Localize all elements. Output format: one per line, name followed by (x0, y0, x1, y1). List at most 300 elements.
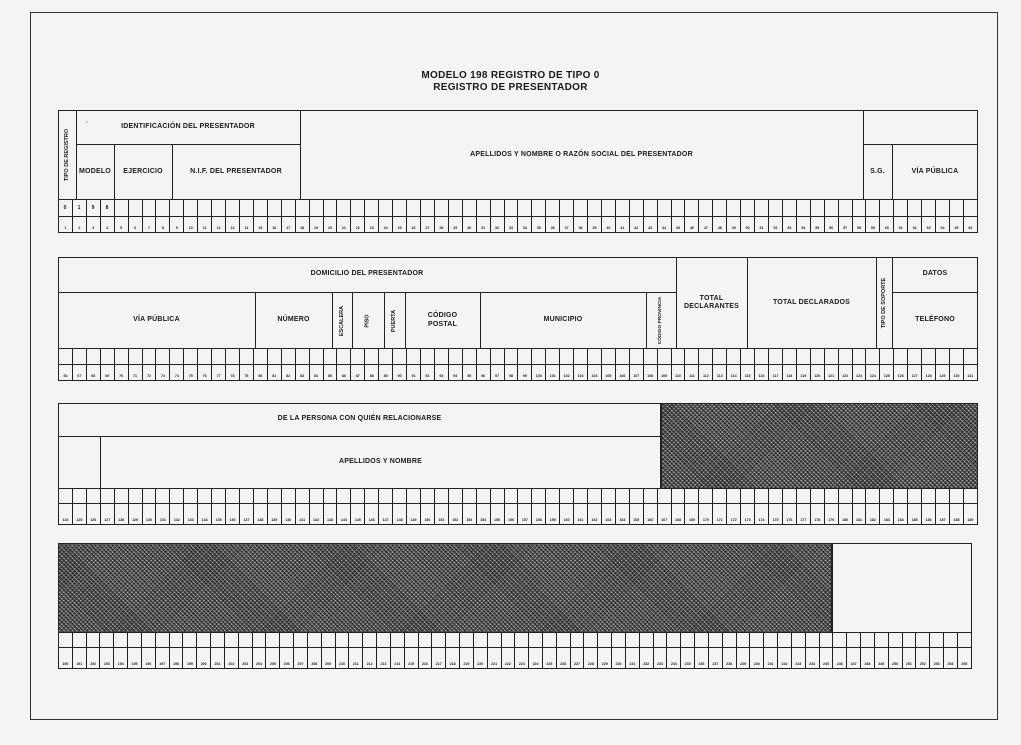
position-cell: 246 (833, 648, 847, 668)
position-cell: 253 (930, 648, 944, 668)
position-cell: 76 (198, 365, 212, 380)
tick-cell (853, 200, 867, 216)
position-cell: 73 (156, 365, 170, 380)
tick-cell (280, 633, 294, 647)
tick-cell (282, 349, 296, 364)
tick-cell (936, 200, 950, 216)
tick-cell (806, 633, 820, 647)
tick-cell (769, 349, 783, 364)
position-cell: 208 (308, 648, 322, 668)
tick-cell (778, 633, 792, 647)
tick-cell (379, 489, 393, 503)
tick-cell (129, 489, 143, 503)
position-cell: 249 (875, 648, 889, 668)
position-cell: 125 (73, 504, 87, 524)
modelo-label: MODELO (79, 167, 111, 175)
position-cell: 212 (363, 648, 377, 668)
tick-cell (727, 200, 741, 216)
codigo-postal-label: CÓDIGO POSTAL (427, 312, 458, 328)
via-publica-label: VÍA PÚBLICA (911, 167, 959, 175)
position-cell: 25 (393, 217, 407, 232)
tick-cell (505, 489, 519, 503)
position-cell: 128 (922, 365, 936, 380)
tick-cell (588, 489, 602, 503)
position-cell: 84 (310, 365, 324, 380)
position-cell: 106 (616, 365, 630, 380)
tick-cell (254, 349, 268, 364)
escalera-label: ESCALERA (339, 305, 346, 336)
position-ruler-4 (58, 647, 972, 669)
section-1-tick-row (58, 200, 978, 216)
position-cell: 187 (936, 504, 950, 524)
tick-cell (908, 349, 922, 364)
position-cell: 65 (950, 217, 964, 232)
tick-cell (337, 200, 351, 216)
tick-cell (143, 489, 157, 503)
position-cell: 144 (337, 504, 351, 524)
position-cell: 206 (280, 648, 294, 668)
position-cell: 182 (866, 504, 880, 524)
persona-relacionarse-label: DE LA PERSONA CON QUIÉN RELACIONARSE (277, 415, 442, 423)
position-cell: 169 (685, 504, 699, 524)
tick-cell (324, 489, 338, 503)
tick-cell (363, 633, 377, 647)
position-cell: 20 (324, 217, 338, 232)
position-cell: 199 (183, 648, 197, 668)
tick-cell (922, 489, 936, 503)
tick-cell (612, 633, 626, 647)
position-cell: 159 (546, 504, 560, 524)
position-cell: 102 (560, 365, 574, 380)
position-cell: 250 (889, 648, 903, 668)
tick-cell (672, 200, 686, 216)
position-cell: 21 (337, 217, 351, 232)
position-cell: 225 (543, 648, 557, 668)
position-cell: 217 (432, 648, 446, 668)
tick-cell (880, 349, 894, 364)
tick-cell (515, 633, 529, 647)
position-cell: 132 (170, 504, 184, 524)
tick-cell (379, 200, 393, 216)
position-cell: 85 (324, 365, 338, 380)
tick-cell (337, 349, 351, 364)
tick-cell (839, 489, 853, 503)
position-cell: 193 (100, 648, 114, 668)
position-cell: 164 (616, 504, 630, 524)
position-cell: 114 (727, 365, 741, 380)
position-cell: 209 (322, 648, 336, 668)
tick-cell (254, 489, 268, 503)
position-cell: 31 (477, 217, 491, 232)
tick-cell (294, 633, 308, 647)
tick-cell (393, 349, 407, 364)
position-cell: 201 (211, 648, 225, 668)
position-cell: 216 (419, 648, 433, 668)
tick-cell (950, 349, 964, 364)
position-cell: 130 (143, 504, 157, 524)
tick-cell (560, 489, 574, 503)
position-cell: 188 (950, 504, 964, 524)
position-cell: 192 (87, 648, 101, 668)
total-declarados-label: TOTAL DECLARADOS (772, 298, 851, 306)
position-cell: 158 (532, 504, 546, 524)
position-cell: 51 (755, 217, 769, 232)
position-cell: 44 (658, 217, 672, 232)
tick-cell (156, 200, 170, 216)
position-cell: 69 (101, 365, 115, 380)
position-cell: 155 (491, 504, 505, 524)
position-cell: 47 (699, 217, 713, 232)
section-2-tick-row (58, 349, 978, 364)
tick-cell (626, 633, 640, 647)
shaded-unused-area (661, 403, 978, 489)
position-cell: 167 (658, 504, 672, 524)
position-cell: 123 (853, 365, 867, 380)
position-cell: 125 (880, 365, 894, 380)
tick-cell (225, 633, 239, 647)
position-cell: 157 (518, 504, 532, 524)
position-cell: 70 (115, 365, 129, 380)
position-cell: 87 (351, 365, 365, 380)
tick-cell (377, 633, 391, 647)
ejercicio-label: EJERCICIO (123, 167, 163, 175)
position-cell: 119 (797, 365, 811, 380)
position-cell: 96 (477, 365, 491, 380)
tick-cell (875, 633, 889, 647)
position-cell: 244 (806, 648, 820, 668)
telefono-label: TELÉFONO (915, 316, 955, 324)
tick-cell (115, 489, 129, 503)
position-cell: 178 (811, 504, 825, 524)
position-cell: 152 (449, 504, 463, 524)
position-cell: 183 (880, 504, 894, 524)
tick-cell (393, 200, 407, 216)
position-cell: 184 (894, 504, 908, 524)
position-cell: 207 (294, 648, 308, 668)
tick-cell (713, 200, 727, 216)
position-cell: 66 (59, 365, 73, 380)
tick-cell (769, 200, 783, 216)
datos-label: DATOS (922, 270, 948, 278)
tick-cell (240, 349, 254, 364)
position-cell: 213 (377, 648, 391, 668)
position-cell: 222 (502, 648, 516, 668)
position-cell: 86 (337, 365, 351, 380)
position-cell: 46 (685, 217, 699, 232)
position-cell: 197 (156, 648, 170, 668)
tick-cell (847, 633, 861, 647)
tick-cell (296, 200, 310, 216)
fixed-value: 1 (77, 205, 81, 211)
position-cell: 50 (741, 217, 755, 232)
tick-cell (950, 489, 964, 503)
position-cell: 48 (713, 217, 727, 232)
tick-cell (101, 489, 115, 503)
tick-cell (866, 200, 880, 216)
tick-cell (880, 200, 894, 216)
position-cell: 243 (792, 648, 806, 668)
position-cell: 30 (463, 217, 477, 232)
tick-cell (727, 489, 741, 503)
position-cell: 160 (560, 504, 574, 524)
tick-cell (588, 200, 602, 216)
tick-cell (894, 200, 908, 216)
tick-cell (532, 489, 546, 503)
tick-cell (197, 633, 211, 647)
position-cell: 33 (505, 217, 519, 232)
tick-cell (755, 489, 769, 503)
position-cell: 223 (515, 648, 529, 668)
tick-cell (421, 489, 435, 503)
tick-cell (833, 633, 847, 647)
via-publica-label: VÍA PÚBLICA (133, 316, 180, 324)
position-cell: 57 (839, 217, 853, 232)
tick-cell (268, 349, 282, 364)
position-cell: 194 (114, 648, 128, 668)
position-cell: 255 (961, 662, 968, 666)
tick-cell (755, 200, 769, 216)
tick-cell (73, 633, 87, 647)
tick-cell (226, 489, 240, 503)
tick-cell (685, 489, 699, 503)
tick-cell (435, 349, 449, 364)
tick-cell (393, 489, 407, 503)
tick-cell (310, 200, 324, 216)
tick-cell (143, 349, 157, 364)
tick-cell (584, 633, 598, 647)
form-subtitle: REGISTRO DE PRESENTADOR (433, 82, 588, 93)
position-cell: 219 (460, 648, 474, 668)
tick-cell (699, 349, 713, 364)
position-cell: 236 (695, 648, 709, 668)
tick-cell (156, 489, 170, 503)
tick-cell (616, 489, 630, 503)
position-cell: 143 (324, 504, 338, 524)
position-cell: 205 (266, 648, 280, 668)
position-cell: 186 (922, 504, 936, 524)
tick-cell (727, 349, 741, 364)
position-cell: 174 (755, 504, 769, 524)
tick-cell (529, 633, 543, 647)
tick-cell (825, 489, 839, 503)
tick-cell (654, 633, 668, 647)
position-cell: 19 (310, 217, 324, 232)
tick-cell (713, 489, 727, 503)
tick-cell (212, 200, 226, 216)
tick-cell (903, 633, 917, 647)
tick-cell (797, 200, 811, 216)
tick-cell (557, 633, 571, 647)
position-cell: 214 (391, 648, 405, 668)
tick-cell (560, 349, 574, 364)
tick-cell (226, 349, 240, 364)
tick-cell (240, 489, 254, 503)
tick-cell (936, 489, 950, 503)
position-cell: 238 (723, 648, 737, 668)
position-cell: 6 (129, 217, 143, 232)
position-cell: 122 (839, 365, 853, 380)
tick-cell (129, 349, 143, 364)
position-cell: 66 (968, 226, 973, 230)
position-cell: 103 (574, 365, 588, 380)
tick-cell (588, 349, 602, 364)
position-cell: 94 (449, 365, 463, 380)
tick-cell (811, 200, 825, 216)
tick-cell (324, 349, 338, 364)
tick-cell (351, 489, 365, 503)
tick-cell (142, 633, 156, 647)
tick-cell (463, 349, 477, 364)
position-cell: 13 (226, 217, 240, 232)
position-cell: 23 (365, 217, 379, 232)
tick-cell (268, 489, 282, 503)
tick-cell (630, 200, 644, 216)
position-cell: 61 (894, 217, 908, 232)
position-cell: 72 (143, 365, 157, 380)
tick-cell (405, 633, 419, 647)
tick-cell (254, 200, 268, 216)
position-cell: 63 (922, 217, 936, 232)
tick-cell (282, 200, 296, 216)
tick-cell (156, 633, 170, 647)
tick-cell (699, 489, 713, 503)
tick-cell (811, 489, 825, 503)
tick-cell (170, 349, 184, 364)
position-cell: 79 (240, 365, 254, 380)
tick-cell (964, 200, 978, 216)
tick-cell (894, 349, 908, 364)
tick-cell (505, 349, 519, 364)
tick-cell (419, 633, 433, 647)
tick-cell (100, 633, 114, 647)
tick-cell (640, 633, 654, 647)
position-cell: 231 (626, 648, 640, 668)
tick-cell (73, 489, 87, 503)
position-cell: 179 (825, 504, 839, 524)
tick-cell (446, 633, 460, 647)
position-cell: 27 (421, 217, 435, 232)
position-cell: 45 (672, 217, 686, 232)
position-cell: 83 (296, 365, 310, 380)
tick-cell (198, 200, 212, 216)
position-cell: 113 (713, 365, 727, 380)
tick-cell (658, 489, 672, 503)
piso-label: PISO (365, 313, 371, 328)
tick-cell (351, 200, 365, 216)
tick-cell (115, 200, 129, 216)
position-cell: 115 (741, 365, 755, 380)
tick-cell (365, 489, 379, 503)
position-cell: 131 (156, 504, 170, 524)
position-cell: 221 (488, 648, 502, 668)
tipo-registro-label: TIPO DE REGISTRO (64, 128, 71, 182)
tick-cell (58, 489, 73, 503)
tick-cell (226, 200, 240, 216)
position-cell: 154 (477, 504, 491, 524)
tick-cell (741, 349, 755, 364)
position-cell: 52 (769, 217, 783, 232)
tick-cell (825, 349, 839, 364)
sg-label: S.G. (870, 167, 885, 175)
position-cell: 198 (170, 648, 184, 668)
tick-cell (491, 349, 505, 364)
position-cell: 62 (908, 217, 922, 232)
tick-cell (156, 349, 170, 364)
position-cell: 49 (727, 217, 741, 232)
position-cell: 120 (811, 365, 825, 380)
tick-cell (964, 489, 978, 503)
tick-cell (322, 633, 336, 647)
position-cell: 129 (936, 365, 950, 380)
position-cell: 173 (741, 504, 755, 524)
position-cell: 163 (602, 504, 616, 524)
apellidos-nombre-label: APELLIDOS Y NOMBRE (338, 458, 423, 466)
tick-cell (477, 349, 491, 364)
section-4-box (832, 543, 972, 633)
tick-cell (488, 633, 502, 647)
tick-cell (505, 200, 519, 216)
tick-cell (546, 200, 560, 216)
tick-cell (518, 349, 532, 364)
tick-cell (755, 349, 769, 364)
tick-cell (783, 200, 797, 216)
position-cell: 28 (435, 217, 449, 232)
position-cell: 64 (936, 217, 950, 232)
tick-cell (310, 489, 324, 503)
position-cell: 127 (908, 365, 922, 380)
position-cell: 145 (351, 504, 365, 524)
position-ruler-1 (58, 216, 978, 233)
tick-cell (783, 489, 797, 503)
position-cell: 226 (557, 648, 571, 668)
tick-cell (308, 633, 322, 647)
tick-cell (532, 349, 546, 364)
tick-cell (212, 349, 226, 364)
total-declarantes-label: TOTAL DECLARANTES (683, 294, 740, 310)
position-cell: 82 (282, 365, 296, 380)
tick-cell (644, 200, 658, 216)
position-cell: 168 (672, 504, 686, 524)
tick-cell (365, 349, 379, 364)
position-cell: 126 (894, 365, 908, 380)
tick-cell (894, 489, 908, 503)
fixed-value: 8 (105, 205, 109, 211)
tick-cell (750, 633, 764, 647)
tick-cell (477, 200, 491, 216)
tick-cell (546, 489, 560, 503)
position-cell: 162 (588, 504, 602, 524)
tick-cell (463, 489, 477, 503)
position-cell: 235 (681, 648, 695, 668)
position-cell: 135 (212, 504, 226, 524)
position-cell: 149 (407, 504, 421, 524)
position-cell: 228 (584, 648, 598, 668)
tick-cell (880, 489, 894, 503)
tick-cell (709, 633, 723, 647)
tick-cell (811, 349, 825, 364)
tick-cell (239, 633, 253, 647)
tick-cell (783, 349, 797, 364)
tick-cell (184, 489, 198, 503)
tick-cell (764, 633, 778, 647)
position-cell: 117 (769, 365, 783, 380)
position-cell: 140 (282, 504, 296, 524)
tick-cell (143, 200, 157, 216)
tick-cell (449, 349, 463, 364)
position-cell: 177 (797, 504, 811, 524)
position-cell: 196 (142, 648, 156, 668)
tick-cell (695, 633, 709, 647)
